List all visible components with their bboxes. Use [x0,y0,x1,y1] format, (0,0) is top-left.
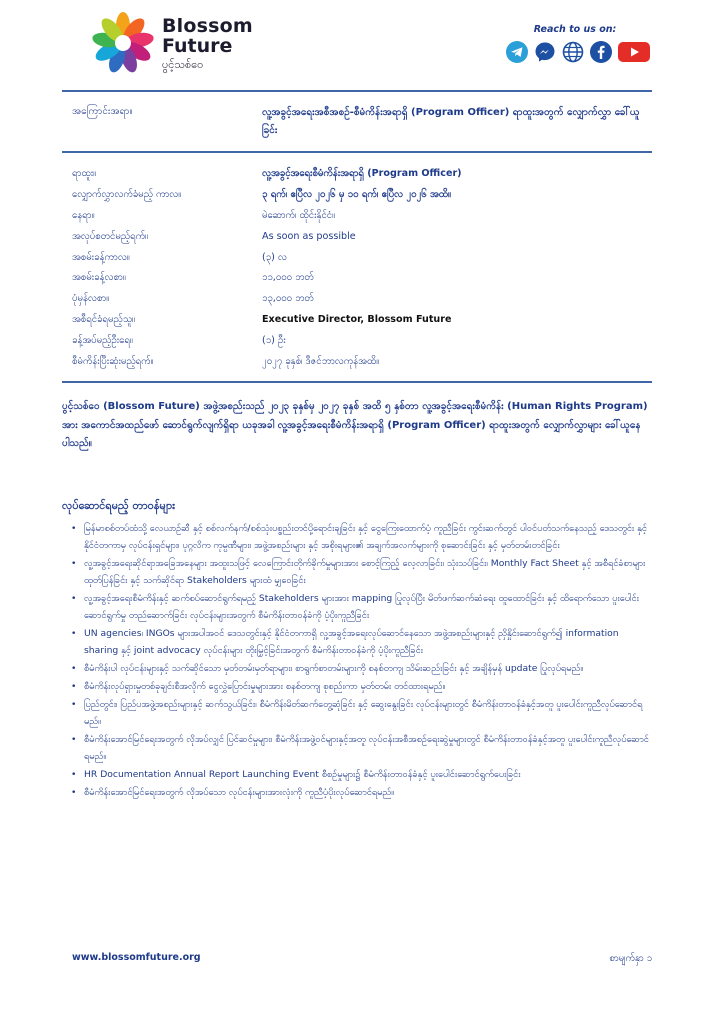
subject-row [72,104,652,139]
info-label: အလုပ်စတင်မည့်ရက်။ [72,230,148,242]
info-value: As soon as possible [262,231,356,243]
bullet-icon: • [71,593,77,605]
globe-icon[interactable] [562,41,584,63]
info-label: အစမ်းခန့်ကာလ။ [72,251,130,263]
info-value: (၃) လ [262,251,287,263]
bullet-icon: • [71,663,77,675]
duty-item [70,520,654,554]
duty-text: စီမံကိန်းပါ လုပ်ငန်းများနှင့် သက်ဆိုင်သော မှတ်တမ်းမှတ်ရာများ၊ စာရွက်စာတမ်းများကို စနစ်တကျ သိမ်းဆည်းခြင်း နှင့် အချိန်မှန် update ပြုလုပ်ရမည်။ [84,663,584,675]
duty-item [70,784,654,801]
info-row [72,289,652,310]
info-value: ၂၀၂၇ ခုနှစ်၊ ဒီဇင်ဘာလကုန်အထိ။ [262,355,380,367]
subject-label: အကြောင်းအရာ။ [72,106,133,117]
brand-logo[interactable] [90,10,253,76]
info-row [72,268,652,289]
duty-text: လူ့အခွင့်အရေးစီမံကိန်းနှင့် ဆက်စပ်ဆောင်ရွက်ရမည့် Stakeholders များအား mapping ပြုလုပ်ပြီး မိတ်ဖက်ဆက်ဆံရေး ထူထောင်ခြင်း နှင့် ထိရောက်သော ပူးပေါင်းဆောင်ရွက်မှု တည်ဆောက်ခြင်း လုပ်ငန်းများအတွက် စီမံကိန်းတာဝန်ခံကို ပံ့ပိုးကူညီခြင်း [84,593,639,622]
duty-item [70,678,654,695]
duty-text: မြန်မာစစ်တပ်ထံသို့ လေယာဉ်ဆီ နှင့် စစ်လက်နက်/စစ်သုံးပစ္စည်းတင်ပို့ရောင်းချခြင်း နှင့် ငွေကြေးထောက်ပံ့ ကူညီခြင်း ကွင်းဆက်တွင် ပါဝင်ပတ်သက်နေသည့် ဒေသတွင်း နှင့် နိုင်ငံတကာမှ လုပ်ငန်းရှင်များ၊ ပုဂ္ဂလိက ကုမ္ပဏီများ၊ အဖွဲ့အစည်းများ နှင့် အစိုးရများ၏ အချက်အလက်များကို စုဆောင်းခြင်း နှင့် မှတ်တမ်းတင်ခြင်း [84,523,648,552]
facebook-icon[interactable] [590,41,612,63]
duty-item [70,766,654,783]
youtube-icon[interactable] [618,41,650,63]
page-number: စာမျက်နှာ ၁ [609,953,652,964]
duty-text: ပြည်တွင်း၊ ပြည်ပအဖွဲ့အစည်းများနှင့် ဆက်သွယ်ခြင်း၊ စီမံကိန်းမိတ်ဆက်တွေ့ဆုံခြင်း နှင့် ဆွေးနွေးခြင်း လုပ်ငန်းများတွင် စီမံကိန်းတာဝန်ခံနှင့်အတူ ပူးပေါင်းကူညီလုပ်ဆောင်ရမည်။ [84,699,643,728]
duty-text: HR Documentation Annual Report Launching Event စီစဉ်မှုများ၌ စီမံကိန်းတာဝန်ခံနှင့် ပူးပေါင်းဆောင်ရွက်ပေးခြင်း [84,769,521,781]
telegram-icon[interactable] [506,41,528,63]
info-value: ၁၁,၀၀၀ ဘတ် [262,272,314,284]
info-label: စီမံကိန်းပြီးဆုံးမည့်ရက်။ [72,355,154,367]
brand-line-1: Blossom [162,14,253,37]
reach-label: Reach to us on: [533,24,617,35]
info-value: Executive Director, Blossom Future [262,314,452,326]
duty-text: စီမံကိန်းလုပ်ရှားမှုတစ်ခုချင်းစီအလိုက် ငွေလွှဲပြောင်းမှုများအား စနစ်တကျ စုစည်းကာ မှတ်တမ်း တင်ထားရမည်။ [84,681,446,693]
contact-block [500,24,650,63]
duty-item [70,696,654,730]
duty-text: UN agencies၊ INGOs များအပါအဝင် ဒေသတွင်းနှင့် နိုင်ငံတကာရှိ လူ့အခွင့်အရေးလုပ်ဆောင်နေသော အဖွဲ့အစည်းများနှင့် ညှိနှိုင်းဆောင်ရွက်၍ information sharing နှင့် joint advocacy လုပ်ငန်းများ တိုးမြှင့်ခြင်းအတွက် စီမံကိန်းတာဝန်ခံကို ပံ့ပိုးကူညီခြင်း [84,628,619,657]
info-row [72,206,652,227]
info-row [72,310,652,331]
info-label: အစမ်းခန့်လစာ။ [72,272,126,284]
social-links [500,41,650,63]
duty-item [70,731,654,765]
bullet-icon: • [71,681,77,693]
duty-item [70,590,654,624]
info-label: နေရာ။ [72,209,95,221]
info-label: ပုံမှန်လစာ။ [72,293,110,305]
info-value: (၁) ဦး [262,334,286,346]
subject-divider [62,151,652,153]
top-divider [62,90,652,92]
info-row [72,164,652,185]
footer-website-link[interactable]: www.blossomfuture.org [72,952,201,963]
brand-line-3: ပွင့်သစ်ဝေ [162,57,204,71]
bullet-icon: • [71,699,77,711]
info-label: ရာထူး။ [72,168,97,180]
bullet-icon: • [71,769,77,781]
info-row [72,247,652,268]
subject-value: လူ့အခွင့်အရေးအစီအစဉ်-စီမံကိန်းအရာရှိ (Program Officer) ရာထူးအတွက် လျှောက်လွှာ ခေါ်ယူခြင်း [262,107,640,136]
brand-text [162,14,253,71]
info-value: ၁၃,၀၀၀ ဘတ် [262,293,314,305]
info-label: အစီရင်ခံရမည့်သူ။ [72,313,135,325]
brand-line-2: Future [162,34,233,57]
info-value: လူ့အခွင့်အရေးစီမံကိန်းအရာရှိ (Program Officer) [262,168,462,180]
bullet-icon: • [71,558,77,570]
info-value: မဲဆောက်၊ ထိုင်းနိုင်ငံ။ [262,209,336,221]
bullet-icon: • [71,628,77,640]
duty-text: လူ့အခွင့်အရေးဆိုင်ရာအခြေအနေများ အထူးသဖြင့် လေကြောင်းတိုက်ခိုက်မှုများအား စောင့်ကြည့် လေ့လာခြင်း၊ သုံးသပ်ခြင်း၊ Monthly Fact Sheet နှင့် အစီရင်ခံစာများထုတ်ပြန်ခြင်း နှင့် သက်ဆိုင်ရာ Stakeholders များထံ မျှဝေခြင်း [84,558,646,587]
duties-heading: လုပ်ဆောင်ရမည့် တာဝန်များ [62,499,175,512]
duty-text: စီမံကိန်းအောင်မြင်ရေးအတွက် လိုအပ်လျှင် ပြင်ဆင်မှုများ၊ စီမံကိန်းအဖွဲ့ဝင်များနှင့်အတူ လုပ်ငန်းအစီအစဉ်ရေးဆွဲမှုများတွင် စီမံကိန်းတာဝန်ခံနှင့်အတူ ပူးပေါင်းကူညီလုပ်ဆောင်ရမည်။ [84,734,649,763]
info-label: လျှောက်လွှာလက်ခံမည့် ကာလ။ [72,189,182,201]
messenger-icon[interactable] [534,41,556,63]
flower-logo-icon [90,10,156,76]
info-divider [62,381,652,383]
info-row [72,330,652,351]
duties-list [70,520,654,802]
page-header [90,10,650,82]
bullet-icon: • [71,787,77,799]
info-value: ၃ ရက်၊ ဧပြီလ ၂၀၂၆ မှ ၁၀ ရက်၊ ဧပြီလ ၂၀၂၆ အထိ။ [262,189,451,201]
info-label: ခန့်အပ်မည့်ဦးရေ။ [72,334,133,346]
job-info-table [72,164,652,372]
info-row [72,226,652,247]
info-row [72,351,652,372]
bullet-icon: • [71,523,77,534]
duty-item [70,555,654,589]
bullet-icon: • [71,734,77,746]
intro-paragraph: ပွင့်သစ်ဝေ (Blossom Future) အဖွဲ့အစည်းသည် ၂၀၂၃ ခုနှစ်မှ ၂၀၂၇ ခုနှစ် အထိ ၅ နှစ်တာ လူ့အခွင့်အရေးစီမံကိန်း (Human Rights Program) အား အကောင်အထည်ဖော် ဆောင်ရွက်လျက်ရှိရာ ယခုအခါ လူ့အခွင့်အရေးစီမံကိန်းအရာရှိ (Program Officer) ရာထူးအတွက် လျှောက်လွှာများ ခေါ်ယူနေပါသည်။ [62,401,648,449]
duty-item [70,660,654,677]
duty-item [70,625,654,659]
info-row [72,185,652,206]
duty-text: စီမံကိန်းအောင်မြင်ရေးအတွက် လိုအပ်သော လုပ်ငန်းများအားလုံးကို ကူညီပံ့ပိုးလုပ်ဆောင်ရမည်။ [84,787,395,799]
